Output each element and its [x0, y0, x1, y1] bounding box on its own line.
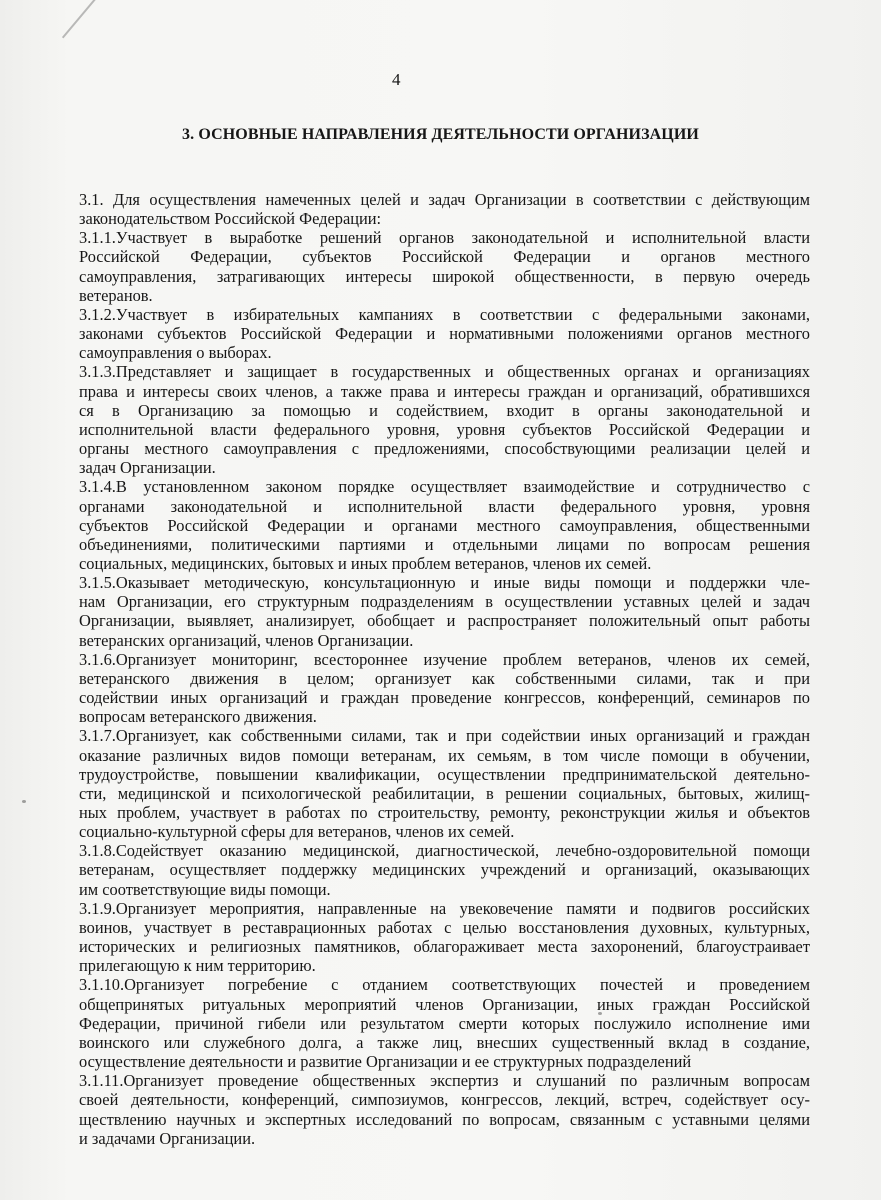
section-heading: 3. ОСНОВНЫЕ НАПРАВЛЕНИЯ ДЕЯТЕЛЬНОСТИ ОРГАНИЗАЦИИ [182, 126, 699, 143]
paragraph [79, 650, 810, 727]
text-line: вопросам ветеранского движения. [79, 707, 317, 727]
paragraph [79, 899, 810, 976]
text-line: ществлению научных и экспертных исследований по вопросам, связанным с уставными целями [79, 1109, 810, 1129]
text-line: ся в Организацию за помощью и содействием, входит в органы законодательной и [79, 400, 810, 420]
text-line: органы местного самоуправления с предложениями, способствующими реализации целей и [79, 439, 810, 459]
paragraph [79, 305, 810, 362]
text-line: им соответствующие виды помощи. [79, 879, 331, 899]
paragraph [79, 573, 810, 650]
text-line: ветеранам, осуществляет поддержку медицинских учреждений и организаций, оказывающих [79, 860, 810, 880]
text-line: 3.1.1.Участвует в выработке решений органов законодательной и исполнительной власти [79, 228, 810, 248]
paragraph [79, 1071, 810, 1148]
text-line: объединениями, политическими партиями и отдельными лицами по вопросам решения [79, 534, 810, 554]
text-line: социальных, медицинских, бытовых и иных проблем ветеранов, членов их семей. [79, 553, 652, 573]
text-line: законодательством Российской Федерации: [79, 209, 382, 229]
page-number: 4 [392, 70, 401, 89]
text-line: самоуправления о выборах. [79, 343, 272, 363]
text-line: социально-культурной сферы для ветеранов, членов их семей. [79, 822, 515, 842]
text-line: общепринятых ритуальных мероприятий членов Организации, иных граждан Российской [79, 994, 810, 1014]
paragraph [79, 190, 810, 228]
text-line: ветеранов. [79, 285, 153, 305]
text-line: исторических и религиозных памятников, облагораживает места захоронений, благоустраивает [79, 937, 810, 957]
text-line: содействии иных организаций и граждан проведение конгрессов, конференций, семинаров по [79, 688, 810, 708]
text-line: самоуправления, затрагивающих интересы широкой общественности, в первую очередь [79, 266, 810, 286]
paragraph [79, 362, 810, 477]
page-corner-fold [0, 0, 141, 38]
text-line: субъектов Российской Федерации и органами местного самоуправления, общественными [79, 515, 810, 535]
text-line: ветеранских организаций, членов Организации. [79, 630, 414, 650]
paragraph [79, 726, 810, 841]
text-line: воинского или служебного долга, а также лиц, внесших существенный вклад в создание, [79, 1032, 810, 1052]
text-line: 3.1.3.Представляет и защищает в государственных и общественных органах и организациях [79, 362, 810, 382]
text-line: 3.1.11.Организует проведение общественных экспертиз и слушаний по различным вопросам [79, 1071, 810, 1091]
text-line: ных проблем, участвует в работах по строительству, ремонту, реконструкции жилья и объектов [79, 803, 810, 822]
text-line: 3.1.6.Организует мониторинг, всестороннее изучение проблем ветеранов, членов их семей, [79, 649, 810, 669]
text-line: 3.1.7.Организует, как собственными силами, так и при содействии иных организаций и граждан [79, 726, 810, 746]
text-line: и задачами Организации. [79, 1128, 256, 1148]
text-line: задач Организации. [79, 458, 216, 478]
document-body [79, 190, 810, 1148]
text-line: трудоустройстве, повышении квалификации, осуществлении предпринимательской деятельно- [79, 764, 810, 784]
paragraph [79, 477, 810, 573]
text-line: законами субъектов Российской Федерации и нормативными положениями органов местного [79, 324, 810, 344]
text-line: Федерации, причиной гибели или результатом смерти которых послужило исполнение ими [79, 1013, 810, 1033]
text-line: 3.1.8.Содействует оказанию медицинской, диагностической, лечебно-оздоровительной помощи [79, 841, 810, 861]
text-line: оказание различных видов помощи ветеранам, их семьям, в том числе помощи в обучении, [79, 745, 810, 765]
text-line: 3.1.10.Организует погребение с отданием соответствующих почестей и проведением [79, 975, 810, 995]
text-line: осуществление деятельности и развитие Организации и ее структурных подразделений [79, 1052, 692, 1072]
text-line: сти, медицинской и психологической реабилитации, в решении социальных, бытовых, жилищ- [79, 783, 810, 803]
scan-speck [22, 800, 26, 803]
text-line: своей деятельности, конференций, симпозиумов, конгрессов, лекций, встреч, содействует осу- [79, 1090, 810, 1110]
text-line: Российской Федерации, субъектов Российской Федерации и органов местного [79, 247, 810, 267]
text-line: прилегающую к ним территорию. [79, 956, 316, 976]
text-line: 3.1.9.Организует мероприятия, направленные на увековечение памяти и подвигов российских [79, 898, 810, 918]
text-line: органами законодательной и исполнительной власти федерального уровня, уровня [79, 496, 810, 516]
text-line: 3.1. Для осуществления намеченных целей и задач Организации в соответствии с действующим [79, 190, 810, 209]
text-line: права и интересы своих членов, а также права и интересы граждан и организаций, обратившихся [79, 381, 810, 401]
text-line: воинов, участвует в реставрационных работах с целью восстановления духовных, культурных, [79, 917, 810, 937]
text-line: Организации, выявляет, анализирует, обобщает и распространяет положительный опыт работы [79, 611, 810, 631]
paragraph [79, 975, 810, 1071]
text-line: 3.1.2.Участвует в избирательных кампаниях в соответствии с федеральными законами, [79, 304, 810, 324]
text-line: 3.1.5.Оказывает методическую, консультационную и иные виды помощи и поддержки чле- [79, 573, 810, 593]
text-line: ветеранского движения в целом; организует как собственными силами, так и при [79, 668, 810, 688]
text-line: нам Организации, его структурным подразделениям в осуществлении уставных целей и задач [79, 592, 810, 612]
text-line: 3.1.4.В установленном законом порядке осуществляет взаимодействие и сотрудничество с [79, 477, 810, 497]
paragraph [79, 841, 810, 898]
paragraph [79, 228, 810, 305]
text-line: исполнительной власти федерального уровня, уровня субъектов Российской Федерации и [79, 419, 810, 439]
